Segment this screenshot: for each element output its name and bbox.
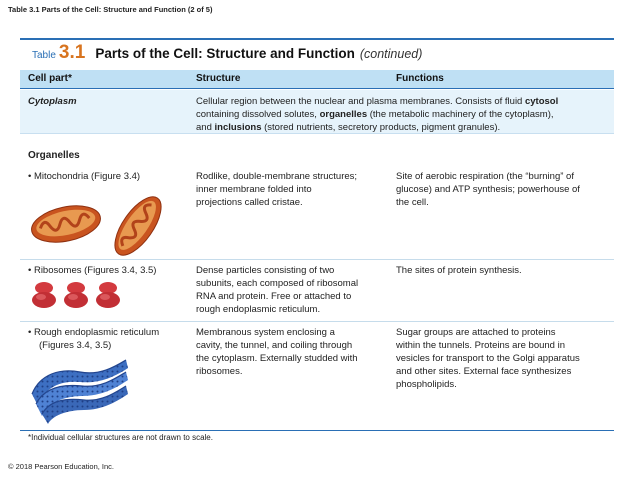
ribosomes-structure: Dense particles consisting of two subunits, each composed of ribosomal RNA and protein. Free or attached to rough endoplasmic reticulum. — [196, 265, 359, 315]
rough-er-structure: Membranous system enclosing a cavity, the tunnel, and coiling through the cytoplasm. Externally studded with ribosomes. — [196, 327, 358, 377]
ribosomes-part: • Ribosomes (Figures 3.4, 3.5) — [28, 265, 157, 276]
row-divider — [20, 321, 614, 322]
table-title-text: Parts of the Cell: Structure and Function — [95, 46, 355, 61]
header-structure: Structure — [196, 73, 241, 84]
footnote: *Individual cellular structures are not drawn to scale. — [28, 433, 213, 442]
rough-er-part: • Rough endoplasmic reticulum (Figures 3.4, 3.5) — [28, 327, 160, 351]
rough-er-function: Sugar groups are attached to proteins within the tunnels. Proteins are bound in vesicles for transport to the Golgi apparatus and other sites. External face synthesizes phospholipids. — [396, 327, 580, 390]
row-divider — [20, 259, 614, 260]
copyright: © 2018 Pearson Education, Inc. — [8, 462, 115, 471]
cytoplasm-label: Cytoplasm — [28, 96, 77, 107]
cytoplasm-description: Cellular region between the nuclear and plasma membranes. Consists of fluid cytosol containing dissolved solutes, organelles (the metabolic machinery of the cytoplasm), and inclusions (stored nutrients, secretory products, pigment granules). — [196, 96, 559, 133]
table-header-row — [20, 70, 614, 89]
table-label-number: 3.1 — [58, 42, 86, 63]
organelles-heading: Organelles — [28, 150, 80, 161]
cell-parts-table — [20, 38, 614, 431]
rough-er-illustration — [30, 354, 130, 426]
header-functions: Functions — [396, 73, 444, 84]
table-title — [32, 42, 422, 66]
mitochondria-illustration — [26, 186, 176, 256]
ribosomes-function: The sites of protein synthesis. — [396, 265, 522, 276]
mitochondria-function: Site of aerobic respiration (the “burning” of glucose) and ATP synthesis; powerhouse of the cell. — [396, 171, 580, 208]
mitochondria-part: • Mitochondria (Figure 3.4) — [28, 171, 141, 182]
page-caption: Table 3.1 Parts of the Cell: Structure and Function (2 of 5) — [8, 5, 213, 14]
table-bottom-border — [20, 430, 614, 431]
mitochondria-structure: Rodlike, double-membrane structures; inner membrane folded into projections called cristae. — [196, 171, 358, 208]
table-label-word: Table — [32, 50, 56, 61]
ribosome-illustration — [30, 280, 130, 310]
header-cell-part: Cell part* — [28, 73, 72, 84]
table-title-suffix: (continued) — [359, 47, 423, 61]
